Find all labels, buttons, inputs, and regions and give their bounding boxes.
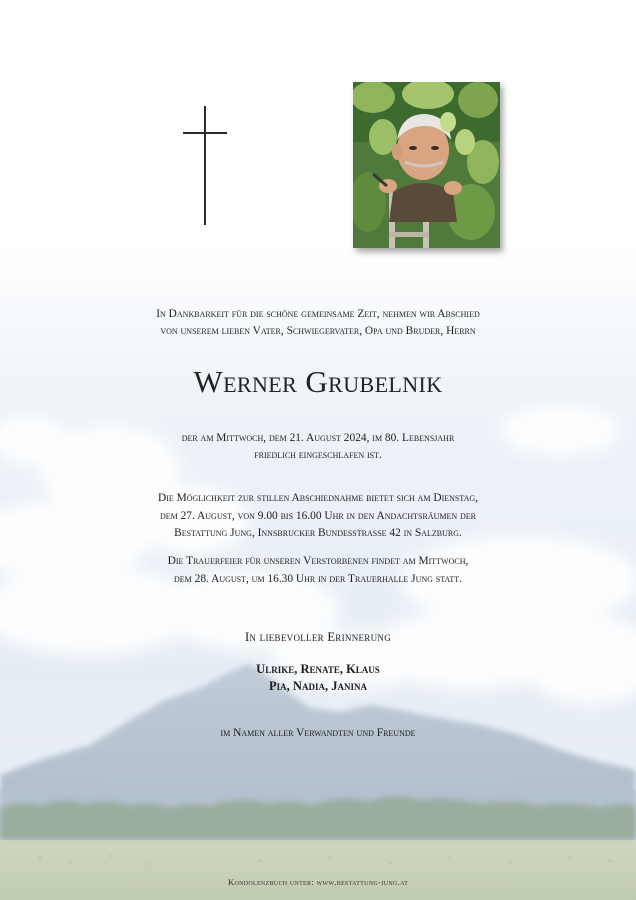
family-line: Pia, Nadia, Janina [269,679,367,693]
portrait-photo [353,82,500,248]
farewell-line: Die Möglichkeit zur stillen Abschiednahme bietet sich am Dienstag, [157,492,479,504]
memory-heading: In liebevoller Erinnerung [244,630,392,644]
deceased-name: Werner Grubelnik [193,364,443,399]
dates-text [0,430,636,464]
farewell-line: dem 27. August, von 9.00 bis 16.00 Uhr in den Andachtsräumen der [159,509,477,522]
cross-icon [183,106,227,226]
family-line: Ulrike, Renate, Klaus [256,662,380,676]
farewell-line: Bestattung Jung, Innsbrucker Bundesstrasse 42 in Salzburg. [174,527,462,539]
intro-line: von unserem lieben Vater, Schwiegervater, Opa und Bruder, Herrn [160,325,476,337]
intro-text [0,306,636,340]
ceremony-line: Die Trauerfeier für unseren Verstorbenen findet am Mittwoch, [167,555,469,567]
intro-line: In Dankbarkeit für die schöne gemeinsame Zeit, nehmen wir Abschied [156,308,480,320]
dates-line: der am Mittwoch, dem 21. August 2024, im 80. Lebensjahr [181,432,455,444]
family-names [0,661,636,695]
farewell-info [0,490,636,543]
ceremony-line: dem 28. August, um 16.30 Uhr in der Trauerhalle Jung statt. [174,572,462,585]
ceremony-info [0,553,636,588]
condolence-footer: Kondolenzbuch unter: www.bestattung-jung.at [227,877,409,887]
relatives-text: im Namen aller Verwandten und Freunde [220,727,416,739]
dates-line: friedlich eingeschlafen ist. [254,449,382,461]
